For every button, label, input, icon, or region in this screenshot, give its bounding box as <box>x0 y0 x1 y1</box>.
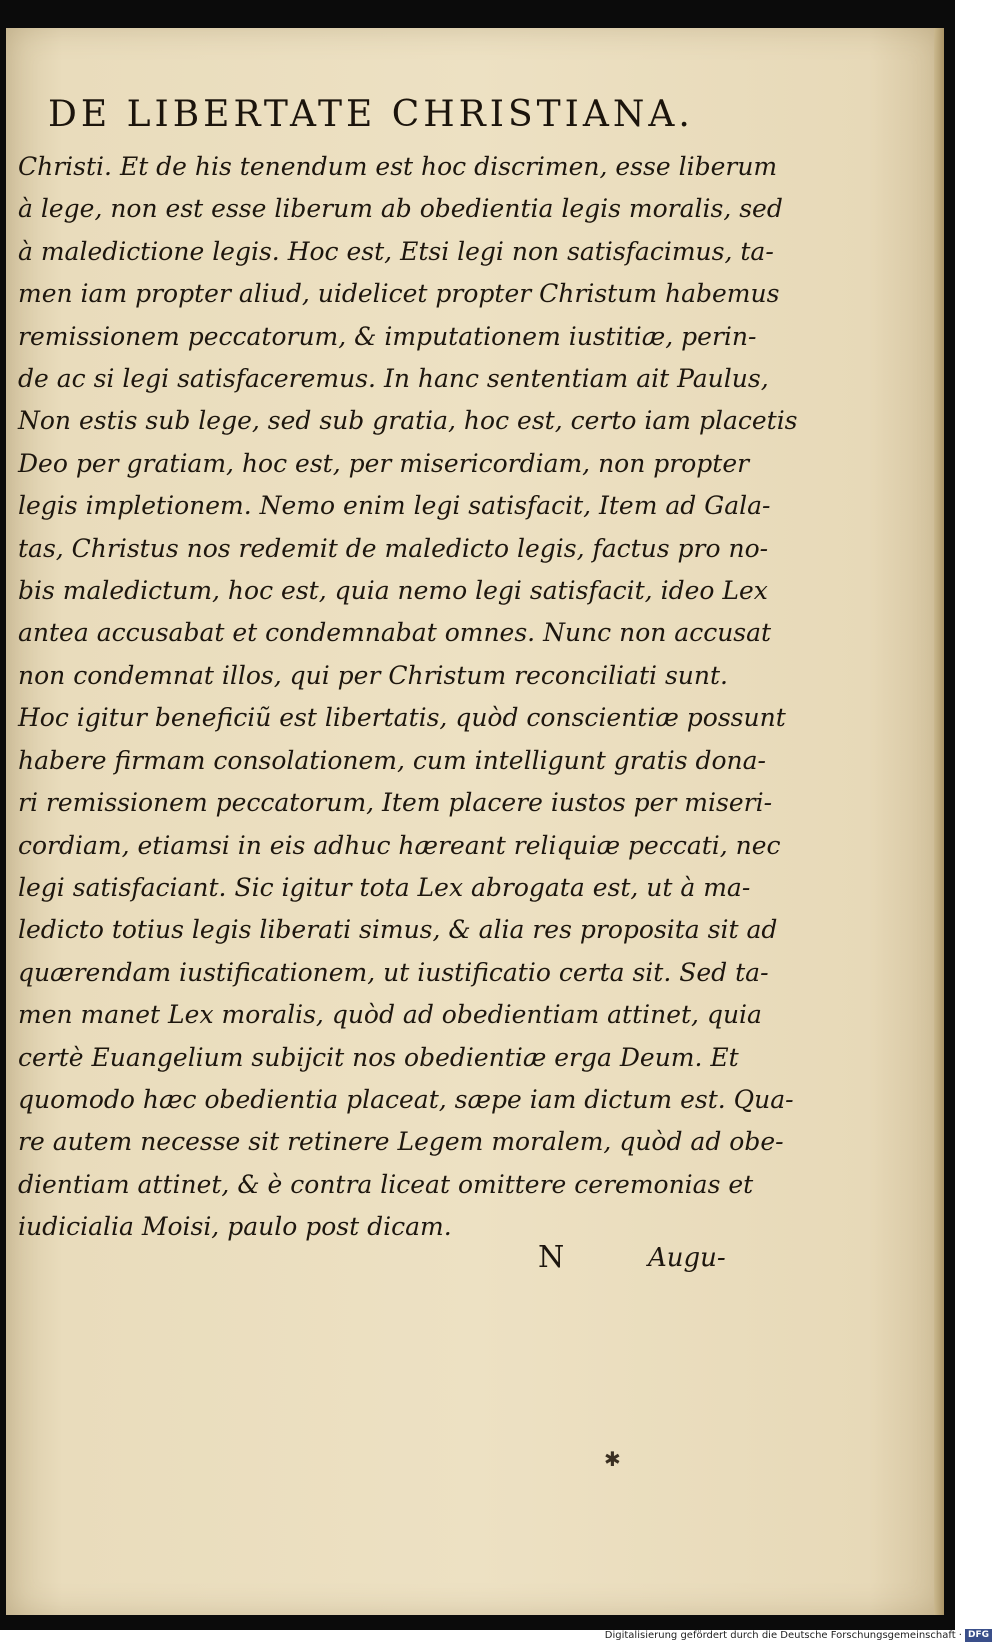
signature-mark: N <box>538 1240 565 1275</box>
running-head: DE LIBERTATE CHRISTIANA. <box>48 94 694 135</box>
body-text <box>18 146 798 1249</box>
text-line: non condemnat illos, qui per Christum reconciliati sunt. <box>18 660 728 690</box>
dfg-logo: DFG <box>965 1629 992 1642</box>
text-line: remissionem peccatorum, & imputationem iustitiæ, perin- <box>18 321 757 351</box>
text-line: men manet Lex moralis, quòd ad obedientiam attinet, quia <box>18 1000 762 1030</box>
text-line: legi satisfaciant. Sic igitur tota Lex abrogata est, ut à ma- <box>18 872 751 902</box>
text-line: dientiam attinet, & è contra liceat omittere ceremonias et <box>18 1169 754 1199</box>
text-line: à maledictione legis. Hoc est, Etsi legi non satisfacimus, ta- <box>18 236 774 266</box>
text-line: de ac si legi satisfaceremus. In hanc sententiam ait Paulus, <box>18 364 769 394</box>
text-line: certè Euangelium subijcit nos obedientiæ erga Deum. Et <box>18 1042 739 1072</box>
text-line: antea accusabat et condemnabat omnes. Nunc non accusat <box>18 618 772 648</box>
text-line: Hoc igitur beneficiũ est libertatis, quòd conscientiæ possunt <box>18 703 786 733</box>
text-line: Non estis sub lege, sed sub gratia, hoc est, certo iam placetis <box>18 406 798 436</box>
text-line: tas, Christus nos redemit de maledicto legis, factus pro no- <box>18 533 769 563</box>
text-line: men iam propter aliud, uidelicet propter Christum habemus <box>18 279 780 309</box>
text-line: ri remissionem peccatorum, Item placere iustos per miseri- <box>18 788 773 818</box>
page-edge <box>934 28 944 1615</box>
text-line: Christi. Et de his tenendum est hoc discrimen, esse liberum <box>18 152 778 181</box>
catchword: Augu- <box>648 1243 726 1273</box>
text-line: cordiam, etiamsi in eis adhuc hæreant reliquiæ peccati, nec <box>18 830 781 860</box>
footer-credit: Digitalisierung gefördert durch die Deutsche Forschungsgemeinschaft · <box>604 1629 962 1641</box>
text-line: à lege, non est esse liberum ab obedientia legis moralis, sed <box>18 194 783 224</box>
digitization-footer <box>605 1628 992 1642</box>
text-line: iudicialia Moisi, paulo post dicam. <box>18 1212 452 1242</box>
text-line: habere firmam consolationem, cum intelligunt gratis dona- <box>18 745 766 775</box>
ornament-mark: ✱ <box>604 1447 621 1471</box>
text-line: re autem necesse sit retinere Legem moralem, quòd ad obe- <box>18 1127 784 1157</box>
text-line: Deo per gratiam, hoc est, per misericordiam, non propter <box>18 448 750 478</box>
text-line: ledicto totius legis liberati simus, & alia res proposita sit ad <box>18 915 778 945</box>
text-line: legis impletionem. Nemo enim legi satisfacit, Item ad Gala- <box>18 491 771 521</box>
text-line: bis maledictum, hoc est, quia nemo legi satisfacit, ideo Lex <box>18 576 768 606</box>
text-line: quærendam iustificationem, ut iustificatio certa sit. Sed ta- <box>18 957 769 987</box>
text-line: quomodo hæc obedientia placeat, sæpe iam dictum est. Qua- <box>18 1084 794 1114</box>
